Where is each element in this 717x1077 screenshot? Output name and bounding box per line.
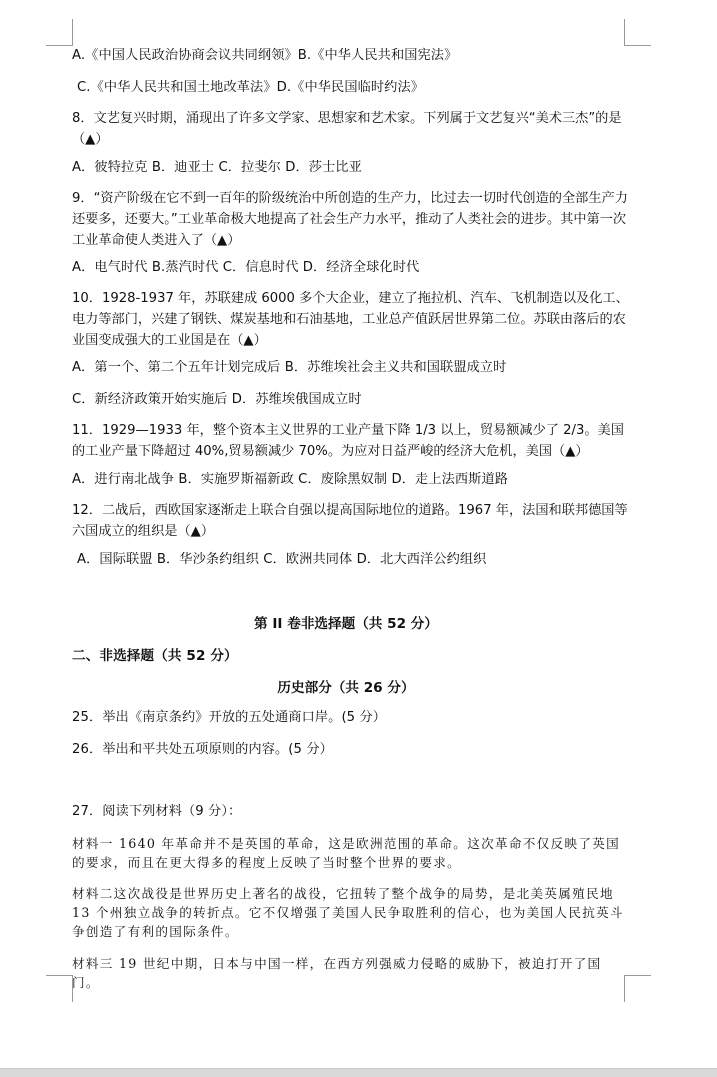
q9-options: A．电气时代 B.蒸汽时代 C．信息时代 D．经济全球化时代 <box>72 260 420 275</box>
question-25: 25．举出《南京条约》开放的五处通商口岸。(5 分） <box>72 710 387 725</box>
question-26: 26．举出和平共处五项原则的内容。(5 分） <box>72 742 333 757</box>
question-11: 11．1929—1933 年，整个资本主义世界的工业产量下降 1/3 以上，贸易额减少了 2/3。美国的工业产量下降超过 40%,贸易额减少 70%。为应对日益严峻的经济大危机，美国（▲） <box>72 423 624 459</box>
material-2: 材料二这次战役是世界历史上著名的战役，它扭转了整个战争的局势，是北美英属殖民地13 个州独立战争的转折点。它不仅增强了美国人民争取胜利的信心，也为美国人民抗英斗争创造了有利的国际条件。 <box>72 886 624 939</box>
q10-options-ab: A．第一个、第二个五年计划完成后 B．苏维埃社会主义共和国联盟成立时 <box>72 360 507 375</box>
question-9: 9．“资产阶级在它不到一百年的阶级统治中所创造的生产力，比过去一切时代创造的全部生产力还要多，还要大。”工业革命极大地提高了社会生产力水平，推动了人类社会的进步。其中第一次工业革命使人类进入了（▲） <box>72 191 628 248</box>
question-27: 27．阅读下列材料（9 分）： <box>72 804 242 819</box>
corner-mark-bottom-right <box>624 975 651 1002</box>
section-2-heading: 二、非选择题（共 52 分） <box>72 648 238 664</box>
q7-options-ab: A.《中国人民政治协商会议共同纲领》B.《中华人民共和国宪法》 <box>72 48 458 63</box>
q8-options: A．彼特拉克 B．迪亚士 C．拉斐尔 D．莎士比亚 <box>72 160 362 175</box>
material-1: 材料一 1640 年革命并不是英国的革命，这是欧洲范围的革命。这次革命不仅反映了英国的要求，而且在更大得多的程度上反映了当时整个世界的要求。 <box>72 836 621 870</box>
q11-options: A．进行南北战争 B．实施罗斯福新政 C．废除黑奴制 D．走上法西斯道路 <box>72 472 509 487</box>
q7-options-cd: C.《中华人民共和国土地改革法》D.《中华民国临时约法》 <box>77 80 425 95</box>
question-8: 8．文艺复兴时期，涌现出了许多文学家、思想家和艺术家。下列属于文艺复兴“美术三杰”的是（▲） <box>72 111 622 147</box>
corner-mark-top-left <box>46 19 73 46</box>
history-part-heading: 历史部分（共 26 分） <box>277 680 415 696</box>
corner-mark-top-right <box>624 19 651 46</box>
corner-mark-bottom-left <box>46 975 73 1002</box>
question-10: 10．1928-1937 年，苏联建成 6000 多个大企业，建立了拖拉机、汽车、飞机制造以及化工、电力等部门，兴建了钢铁、煤炭基地和石油基地，工业总产值跃居世界第二位。苏联由落后的农业国变成强大的工业国是在（▲） <box>72 291 629 348</box>
part-2-title: 第 II 卷非选择题（共 52 分） <box>254 616 438 632</box>
material-3: 材料三 19 世纪中期，日本与中国一样，在西方列强威力侵略的威胁下，被迫打开了国门。 <box>72 956 602 990</box>
q12-options: A．国际联盟 B．华沙条约组织 C．欧洲共同体 D．北大西洋公约组织 <box>77 552 487 567</box>
q10-options-cd: C．新经济政策开始实施后 D．苏维埃俄国成立时 <box>72 392 362 407</box>
question-12: 12．二战后，西欧国家逐渐走上联合自强以提高国际地位的道路。1967 年，法国和联邦德国等六国成立的组织是（▲） <box>72 503 628 539</box>
